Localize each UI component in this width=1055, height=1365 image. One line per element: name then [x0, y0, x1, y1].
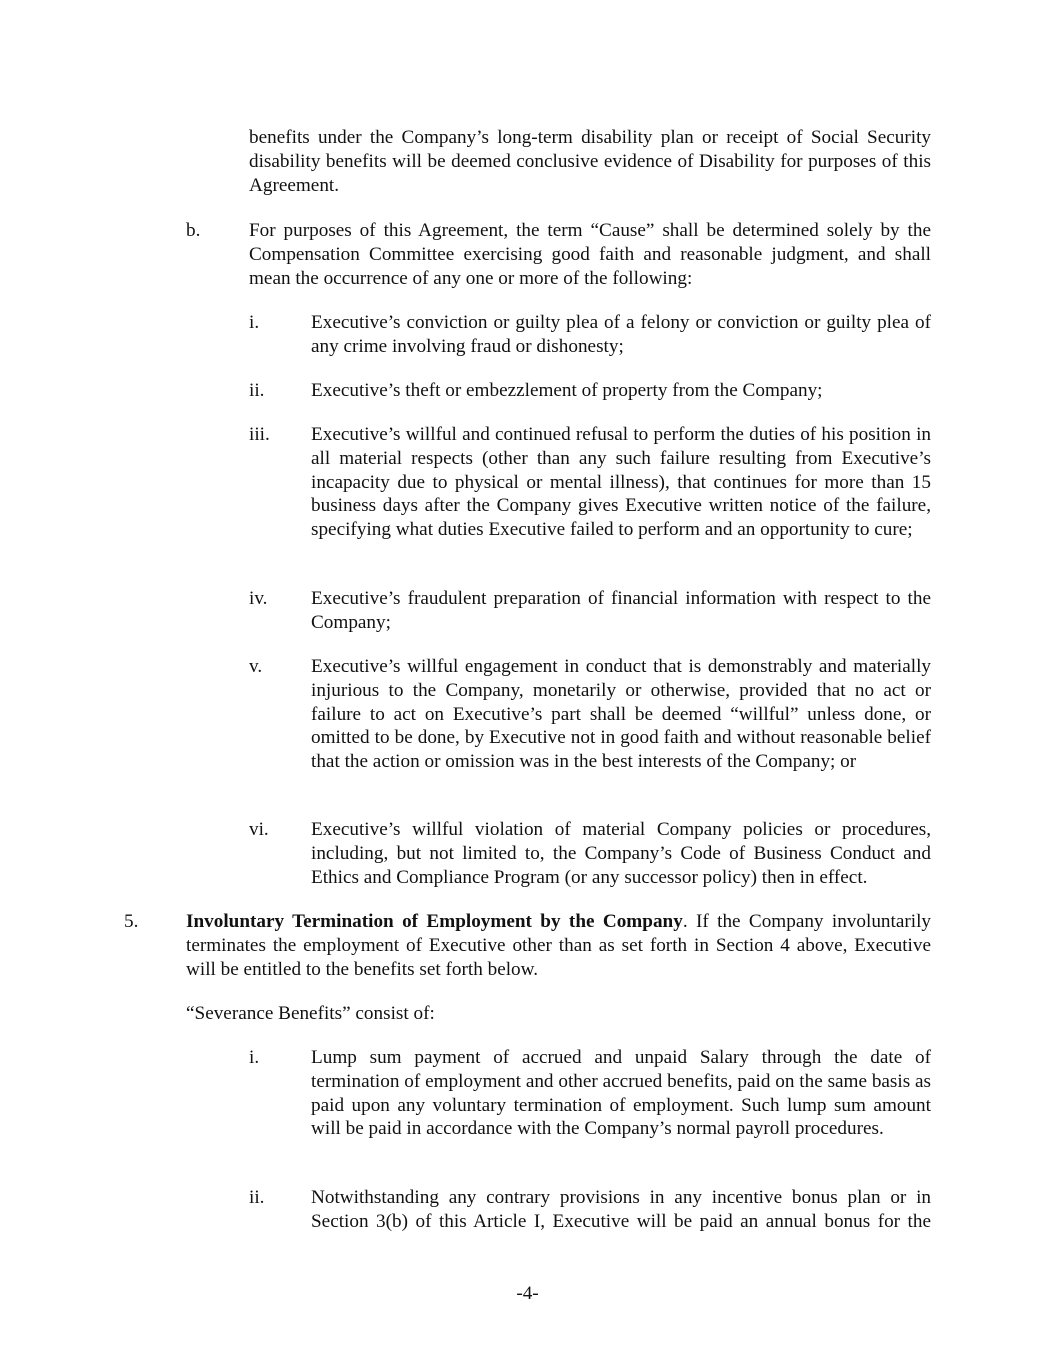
cause-item-vi-text: Executive’s willful violation of material Company policies or procedures, including, but not limited to, the Company’s Code of Business Conduct and Ethics and Compliance Program (or any successor policy) then in effect. [311, 819, 931, 888]
section-b-text: For purposes of this Agreement, the term “Cause” shall be determined solely by the Compensation Committee exercising good faith and reasonable judgment, and shall mean the occurrence of any one or more of the following: [249, 220, 931, 289]
severance-item-i-text: Lump sum payment of accrued and unpaid Salary through the date of termination of employment and other accrued benefits, paid on the same basis as paid upon any voluntary termination of employment. Such lump sum amount will be paid in accordance with the Company’s normal payroll procedures. [311, 1047, 931, 1140]
severance-item-ii-label: ii. [249, 1187, 265, 1208]
continuation-paragraph: benefits under the Company’s long-term disability plan or receipt of Social Security disability benefits will be deemed conclusive evidence of Disability for purposes of this Agreement. [249, 127, 931, 196]
cause-item-iii-text: Executive’s willful and continued refusal to perform the duties of his position in all material respects (other than any such failure resulting from Executive’s incapacity due to physical or mental illness), that continues for more than 15 business days after the Company gives Executive written notice of the failure, specifying what duties Executive failed to perform and an opportunity to cure; [311, 424, 931, 541]
cause-item-iv-label: iv. [249, 588, 268, 609]
section-5-paragraph [186, 910, 931, 981]
severance-intro: “Severance Benefits” consist of: [186, 1003, 435, 1024]
section-5-label: 5. [124, 911, 139, 932]
severance-item-i-label: i. [249, 1047, 260, 1068]
section-b-label: b. [186, 220, 201, 241]
section-5-heading: Involuntary Termination of Employment by the Company [186, 911, 683, 932]
section-5-text: . If the Company involuntarily terminates the employment of Executive other than as set forth in Section 4 above, Executive will be entitled to the benefits set forth below. [186, 911, 931, 980]
cause-item-v-label: v. [249, 656, 263, 677]
page-number: -4- [516, 1283, 539, 1304]
cause-item-vi-label: vi. [249, 819, 269, 840]
cause-item-ii-label: ii. [249, 380, 265, 401]
cause-item-iii-label: iii. [249, 424, 270, 445]
cause-item-ii-text: Executive’s theft or embezzlement of property from the Company; [311, 380, 823, 401]
cause-item-i-label: i. [249, 312, 260, 333]
cause-item-i-text: Executive’s conviction or guilty plea of a felony or conviction or guilty plea of any crime involving fraud or dishonesty; [311, 312, 931, 357]
severance-item-ii-text: Notwithstanding any contrary provisions in any incentive bonus plan or in Section 3(b) of this Article I, Executive will be paid an annual bonus for the [311, 1187, 931, 1232]
cause-item-v-text: Executive’s willful engagement in conduct that is demonstrably and materially injurious to the Company, monetarily or otherwise, provided that no act or failure to act on Executive’s part shall be deemed “willful” unless done, or omitted to be done, by Executive not in good faith and without reasonable belief that the action or omission was in the best interests of the Company; or [311, 656, 931, 773]
cause-item-iv-text: Executive’s fraudulent preparation of financial information with respect to the Company; [311, 588, 931, 633]
